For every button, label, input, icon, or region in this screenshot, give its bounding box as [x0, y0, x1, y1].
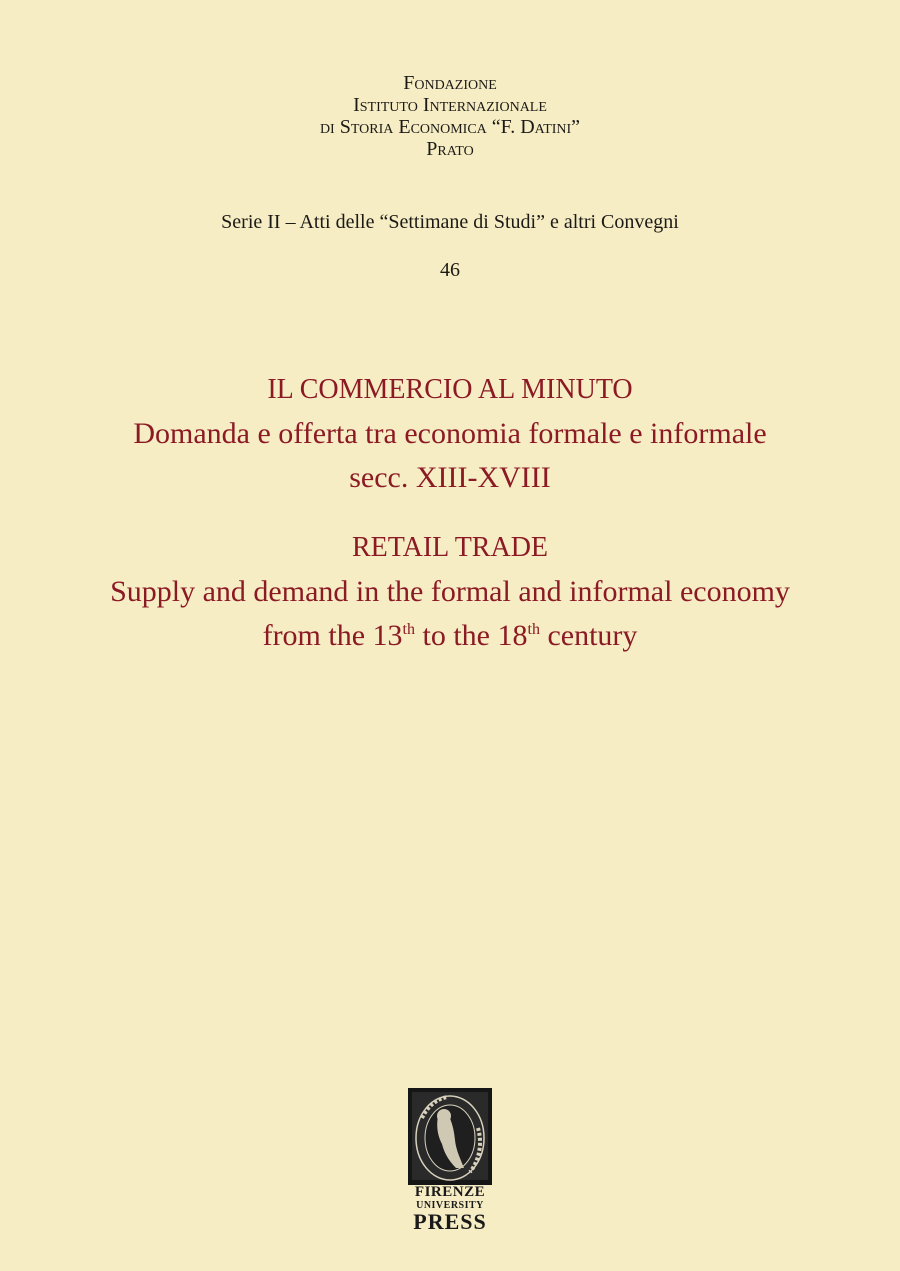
italian-period: secc. XIII-XVIII [349, 461, 551, 494]
publisher-line-firenze: FIRENZE [414, 1184, 486, 1200]
volume-number: 46 [440, 259, 460, 281]
foundation-line: Fondazione [403, 72, 497, 94]
italian-title: IL COMMERCIO AL MINUTO [267, 374, 633, 405]
publisher-line-press: PRESS [413, 1209, 487, 1234]
foundation-line: di Storia Economica “F. Datini” [319, 116, 581, 138]
publisher-seal-icon [408, 1088, 492, 1184]
title-spacer [0, 500, 900, 526]
publisher-wordmark [406, 1185, 494, 1232]
title-block [0, 368, 900, 658]
italian-subtitle: Domanda e offerta tra economia formale e informale [133, 417, 767, 450]
foundation-line: Istituto Internazionale [353, 94, 547, 116]
foundation-block [0, 72, 900, 160]
english-subtitle: Supply and demand in the formal and informal economy [110, 575, 790, 608]
english-period-part: century [539, 619, 638, 652]
publisher-line-university: UNIVERSITY [416, 1200, 484, 1211]
ordinal-suffix: th [527, 621, 540, 638]
foundation-line: Prato [426, 138, 474, 160]
english-period-part: to the 18 [415, 619, 528, 652]
english-title: RETAIL TRADE [351, 532, 549, 563]
english-period-part: from the 13 [262, 619, 403, 652]
series-title: Serie II – Atti delle “Settimane di Studi” e altri Convegni [221, 211, 679, 233]
ordinal-suffix: th [402, 621, 415, 638]
english-period [0, 614, 900, 658]
